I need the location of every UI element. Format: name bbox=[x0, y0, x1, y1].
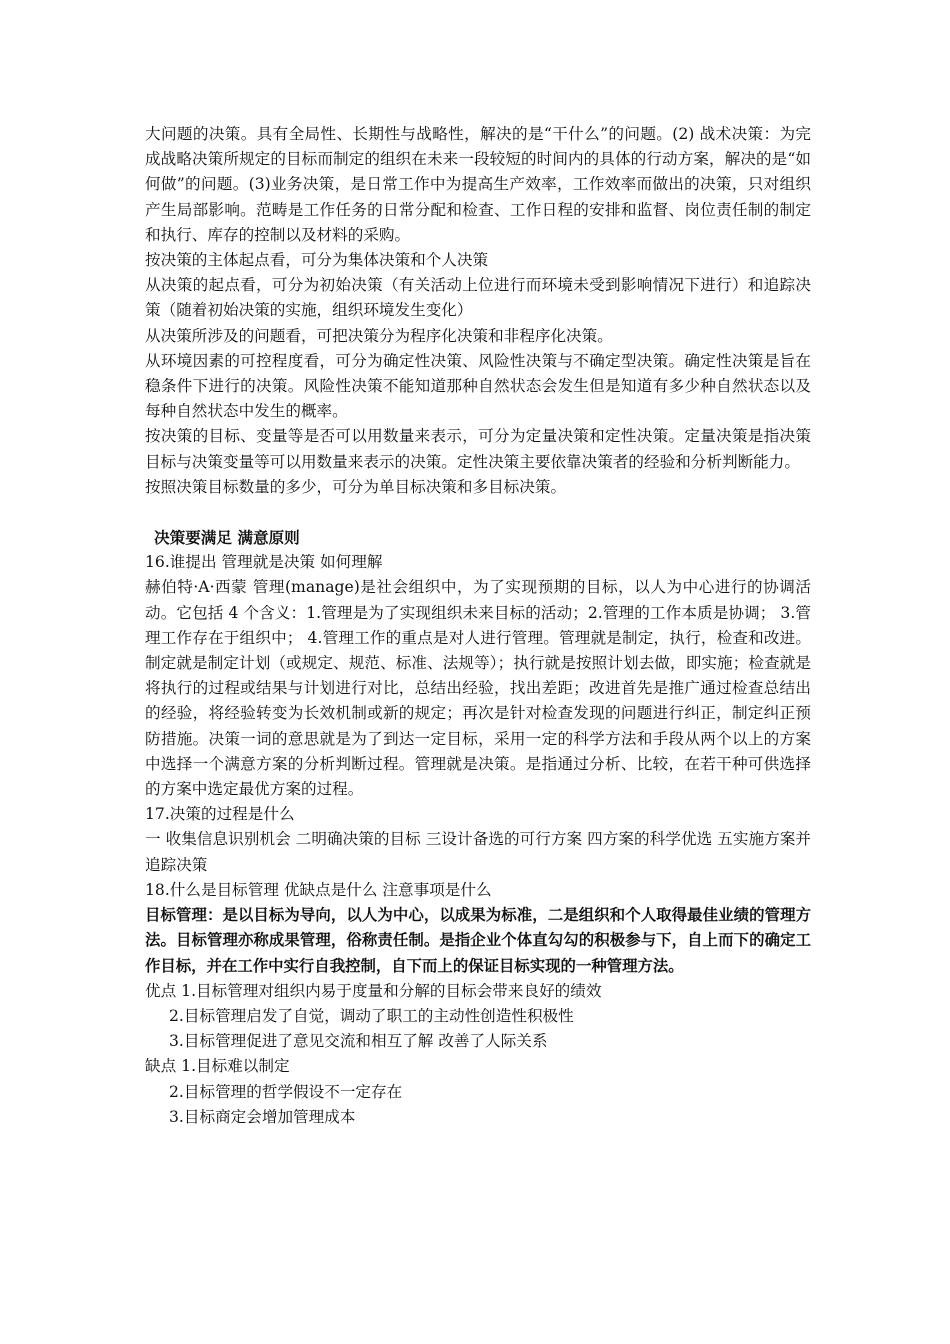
paragraph-decision-levels: 大问题的决策。具有全局性、长期性与战略性，解决的是“干什么”的问题。(2) 战术决策：为完成战略决策所规定的目标而制定的组织在未来一段较短的时间内的具体的行动方案，解决的是“如何做”的问题。(3)业务决策，是日常工作中为提高生产效率，工作效率而做出的决策，只对组织产生局部影响。范畴是工作任务的日常分配和检查、工作日程的安排和监督、岗位责任制的制定和执行、库存的控制以及材料的采购。 bbox=[145, 125, 811, 244]
cons-item-2: 2.目标管理的哲学假设不一定存在 bbox=[169, 1082, 403, 1101]
pros-item-2: 2.目标管理启发了自觉，调动了职工的主动性创造性积极性 bbox=[169, 1006, 574, 1025]
question-16: 16.谁提出 管理就是决策 如何理解 bbox=[145, 553, 383, 572]
paragraph-problem-classification: 从决策所涉及的问题看，可把决策分为程序化决策和非程序化决策。 bbox=[145, 326, 613, 345]
paragraph-subject-classification: 按决策的主体起点看，可分为集体决策和个人决策 bbox=[145, 251, 489, 270]
question-18: 18.什么是目标管理 优缺点是什么 注意事项是什么 bbox=[145, 880, 492, 899]
heading-satisfaction-principle: 决策要满足 满意原则 bbox=[154, 528, 300, 548]
pros-item-3: 3.目标管理促进了意见交流和相互了解 改善了人际关系 bbox=[169, 1032, 548, 1051]
document-page bbox=[145, 122, 811, 1130]
blank-line bbox=[145, 500, 811, 525]
cons-item-3: 3.目标商定会增加管理成本 bbox=[169, 1107, 356, 1126]
paragraph-goal-count-classification: 按照决策目标数量的多少，可分为单目标决策和多目标决策。 bbox=[145, 477, 567, 496]
paragraph-environment-classification: 从环境因素的可控程度看，可分为确定性决策、风险性决策与不确定型决策。确定性决策是旨在稳条件下进行的决策。风险性决策不能知道那种自然状态会发生但是知道有多少种自然状态以及每种自然状态中发生的概率。 bbox=[145, 351, 811, 421]
answer-16: 赫伯特·A·西蒙 管理(manage)是社会组织中，为了实现预期的目标，以人为中心进行的协调活动。它包括 4 个含义：1.管理是为了实现组织未来目标的活动；2.管理的工作本质是协调； 3.管理工作存在于组织中； 4.管理工作的重点是对人进行管理。管理就是制定，执行，检查和改进。制定就是制定计划（或规定、规范、标准、法规等）；执行就是按照计划去做，即实施；检查就是将执行的过程或结果与计划进行对比，总结出经验，找出差距；改进首先是推广通过检查总结出的经验，将经验转变为长效机制或新的规定；再次是针对检查发现的问题进行纠正，制定纠正预防措施。决策一词的意思就是为了到达一定目标，采用一定的科学方法和手段从两个以上的方案中选择一个满意方案的分析判断过程。管理就是决策。是指通过分析、比较，在若干种可供选择的方案中选定最优方案的过程。 bbox=[145, 578, 811, 799]
paragraph-origin-classification: 从决策的起点看，可分为初始决策（有关活动上位进行而环境未受到影响情况下进行）和追踪决策（随着初始决策的实施，组织环境发生变化） bbox=[145, 276, 811, 320]
pros-item-1: 优点 1.目标管理对组织内易于度量和分解的目标会带来良好的绩效 bbox=[145, 981, 602, 1000]
cons-item-1: 缺点 1.目标难以制定 bbox=[145, 1057, 290, 1076]
answer-17: 一 收集信息识别机会 二明确决策的目标 三设计备选的可行方案 四方案的科学优选 五实施方案并追踪决策 bbox=[145, 830, 811, 874]
paragraph-quantity-classification: 按决策的目标、变量等是否可以用数量来表示，可分为定量决策和定性决策。定量决策是指决策目标与决策变量等可以用数量来表示的决策。定性决策主要依靠决策者的经验和分析判断能力。 bbox=[145, 427, 811, 471]
answer-18-definition: 目标管理：是以目标为导向，以人为中心，以成果为标准，二是组织和个人取得最佳业绩的管理方法。目标管理亦称成果管理，俗称责任制。是指企业个体直勾勾的积极参与下，自上而下的确定工作目标，并在工作中实行自我控制，自下而上的保证目标实现的一种管理方法。 bbox=[145, 906, 811, 975]
question-17: 17.决策的过程是什么 bbox=[145, 805, 295, 824]
